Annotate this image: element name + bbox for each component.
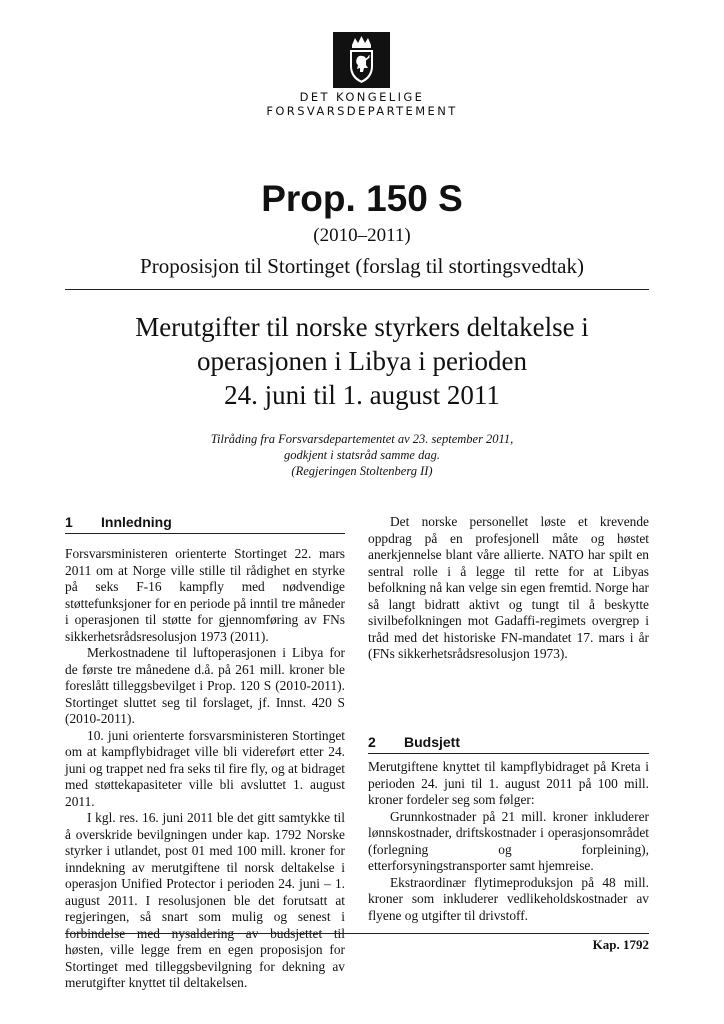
right-column-text-section1	[368, 514, 649, 663]
ministry-name	[0, 90, 724, 118]
approval-line: Tilråding fra Forsvarsdepartementet av 23. september 2011,	[210, 432, 514, 446]
main-title	[100, 310, 624, 412]
section-number: 2	[368, 734, 376, 750]
coat-of-arms-logo	[333, 32, 390, 88]
ministry-name-line2: FORSVARSDEPARTEMENT	[266, 104, 458, 118]
section-heading-budsjett	[368, 733, 649, 754]
session-years: (2010–2011)	[313, 225, 411, 246]
right-column-text-section2	[368, 759, 649, 924]
paragraph: I kgl. res. 16. juni 2011 ble det gitt samtykke til å overskride bevilgningen under kap. 1792 Norske styrker i utlandet, post 01 med 100 mill. kroner for inndekning av merutgiftene til norsk deltakelse i operasjon Unified Protector i perioden 24. juni – 1. august 2011. I resolusjonen ble det forutsatt at regjeringen, så snart som mulig og senest i forbindelse med nysaldering av budsjettet til høsten, ville legge frem en egen proposisjon for Stortinget med tilleggsbevilgning for dekning av merutgifter knyttet til deltakelsen.	[65, 810, 345, 990]
document-subtitle: Proposisjon til Stortinget (forslag til stortingsvedtak)	[140, 254, 584, 278]
approval-line: godkjent i statsråd samme dag.	[284, 448, 440, 462]
main-title-line: operasjonen i Libya i perioden	[197, 346, 527, 376]
left-column-text	[65, 546, 345, 992]
document-title: Prop. 150 S	[261, 178, 463, 219]
paragraph: Merutgiftene knyttet til kampflybidraget på Kreta i perioden 24. juni til 1. august 2011 på 100 mill. kroner fordeler seg som følger:	[368, 759, 649, 807]
section-number: 1	[65, 514, 73, 530]
paragraph: Merkostnadene til luftoperasjonen i Libya for de første tre månedene d.å. på 261 mill. kroner ble foreslått tilleggsbevilget i Prop. 120 S (2010-2011). Stortinget sluttet seg til forslaget, jf. Innst. 420 S (2010-2011).	[65, 645, 345, 726]
paragraph: 10. juni orienterte forsvarsministeren Stortinget om at kampflybidraget ville bli videreført etter 24. juni og trappet ned fra seks til fire fly, og at bidraget med støttekapasiteter ville bli avsluttet 1. august 2011.	[65, 727, 345, 809]
ministry-name-line1: DET KONGELIGE	[299, 90, 425, 104]
bottom-divider	[65, 933, 649, 934]
section-title: Budsjett	[404, 734, 460, 750]
approval-line: (Regjeringen Stoltenberg II)	[291, 464, 433, 478]
main-title-line: 24. juni til 1. august 2011	[224, 380, 500, 410]
top-divider	[65, 289, 649, 290]
section-heading-innledning	[65, 513, 345, 534]
paragraph: Det norske personellet løste et krevende oppdrag på en profesjonell måte og høstet anerkjennelse blant våre allierte. NATO har spilt en sentral rolle i å legge til rette for at Libyas befolkning nå kan velge sin egen fremtid. Norge har så langt bidratt aktivt og tungt til å beskytte sivilbefolkningen mot Gadaffi-regimets overgrep i tråd med det historiske FN-mandatet 17. mars i år (FNs sikkerhetsrådsresolusjon 1973).	[368, 514, 649, 661]
section-title: Innledning	[101, 514, 172, 530]
paragraph: Forsvarsministeren orienterte Stortinget 22. mars 2011 om at Norge ville stille til rådighet en styrke på seks F-16 kampfly med nødvendige støttefunksjoner for en periode på inntil tre måneder i operasjonen til støtte for gjennomføring av FNs sikkerhetsrådsresolusjon 1973 (2011).	[65, 546, 345, 644]
chapter-label: Kap. 1792	[592, 937, 649, 952]
main-title-line: Merutgifter til norske styrkers deltakelse i	[135, 312, 589, 342]
approval-note	[150, 431, 574, 479]
paragraph: Grunnkostnader på 21 mill. kroner inkluderer lønnskostnader, driftskostnader i operasjonsområdet (forlegning og forpleining), etterforsyningstransporter samt hjemreise.	[368, 808, 649, 873]
paragraph: Ekstraordinær flytimeproduksjon på 48 mill. kroner som inkluderer vedlikeholdskostnader av flyene og utgifter til drivstoff.	[368, 874, 649, 923]
